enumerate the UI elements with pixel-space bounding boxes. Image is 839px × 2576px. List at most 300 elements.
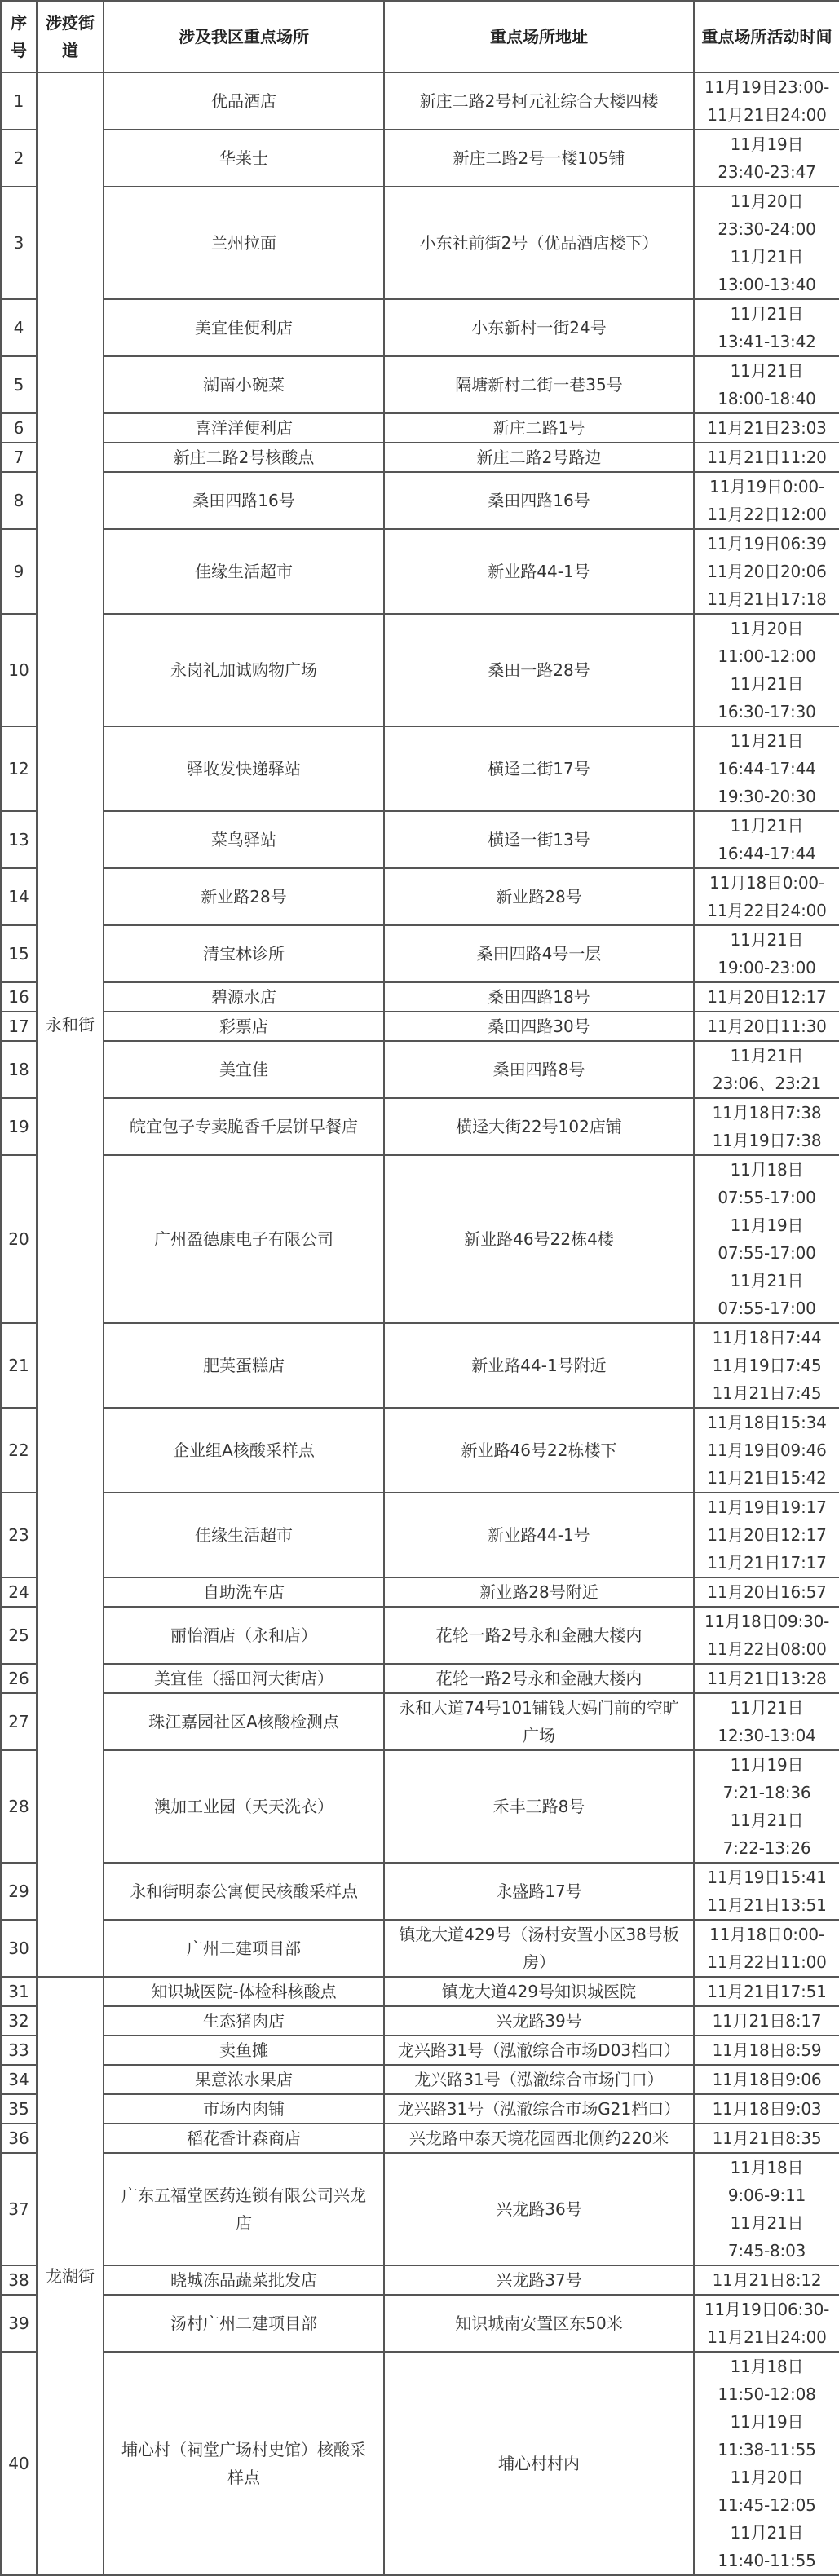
place-address [384,187,694,299]
activity-time [694,614,839,726]
place-name-text: 卖鱼摊 [219,2040,268,2060]
activity-time-text: 11月19日23:00- 11月21日24:00 [704,77,830,125]
place-address [384,726,694,811]
activity-time-text: 11月18日 07:55-17:00 11月19日 07:55-17:00 11月21日 07:55-17:00 [718,1160,816,1318]
place-address [384,1920,694,1977]
activity-time [694,2094,839,2124]
place-name-text: 佳缘生活超市 [195,1525,293,1545]
place-address-text: 新业路28号 [496,887,582,906]
row-number-text: 16 [8,987,29,1007]
place-name [104,443,384,472]
table-row [1,1664,839,1693]
row-number-text: 40 [8,2454,29,2473]
table-row [1,2265,839,2295]
row-number [1,2006,37,2036]
activity-time-text: 11月21日11:20 [707,448,827,467]
row-number-text: 39 [8,2314,29,2333]
row-number-text: 2 [13,148,24,168]
row-number [1,1693,37,1750]
activity-time-text: 11月19日06:30- 11月21日24:00 [704,2300,830,2347]
activity-time [694,1863,839,1920]
row-number-text: 33 [8,2040,29,2060]
row-number [1,2153,37,2265]
table-row [1,811,839,868]
row-number-text: 27 [8,1712,29,1731]
row-number [1,1664,37,1693]
place-name [104,2124,384,2153]
activity-time-text: 11月19日 7:21-18:36 11月21日 7:22-13:26 [722,1755,811,1858]
place-address [384,1977,694,2006]
table-row [1,1750,839,1863]
place-address-text: 永盛路17号 [496,1881,582,1901]
place-name [104,2265,384,2295]
place-address [384,1408,694,1493]
place-address-text: 桑田四路16号 [488,491,590,510]
table-row [1,356,839,413]
table-row [1,2153,839,2265]
place-address [384,925,694,982]
row-number-text: 9 [13,562,24,581]
row-number [1,1323,37,1408]
activity-time-text: 11月18日0:00- 11月22日24:00 [707,873,827,920]
place-address [384,982,694,1012]
place-address-text: 新业路44-1号附近 [471,1356,607,1375]
activity-time [694,868,839,925]
row-number [1,1098,37,1155]
table-row [1,1323,839,1408]
place-name-text: 广东五福堂医药连锁有限公司兴龙 店 [121,2186,366,2233]
place-address [384,1012,694,1041]
place-address [384,2352,694,2575]
row-number-text: 15 [8,944,29,964]
place-name [104,1693,384,1750]
row-number [1,1920,37,1977]
row-number [1,2036,37,2065]
header-time: 重点场所活动时间 [694,1,839,73]
row-number [1,299,37,356]
place-name-text: 佳缘生活超市 [195,562,293,581]
activity-time [694,130,839,187]
place-address-text: 镇龙大道429号知识城医院 [441,1982,637,2001]
row-number [1,614,37,726]
row-number-text: 36 [8,2128,29,2148]
row-number [1,1012,37,1041]
activity-time-text: 11月21日 16:44-17:44 [718,816,816,863]
place-name-text: 桑田四路16号 [192,491,295,510]
row-number-text: 35 [8,2099,29,2119]
activity-time-text: 11月19日 23:40-23:47 [718,135,816,182]
activity-time-text: 11月18日 11:50-12:08 11月19日 11:38-11:55 11月20日 11:45-12:05 11月21日 11:40-11:55 [718,2357,816,2570]
place-address [384,614,694,726]
street-name-text: 龙湖街 [46,2266,95,2286]
place-name [104,472,384,529]
activity-time [694,413,839,443]
row-number-text: 17 [8,1017,29,1036]
row-number-text: 4 [13,318,24,337]
place-address-text: 新业路46号22栋楼下 [461,1440,617,1460]
activity-time [694,299,839,356]
activity-time-text: 11月21日 18:00-18:40 [718,361,816,408]
place-name-text: 美宜佳 [219,1060,268,1079]
table-row [1,1920,839,1977]
place-address-text: 桑田四路30号 [488,1017,590,1036]
place-name-text: 生态猪肉店 [203,2011,285,2031]
place-name-text: 碧源水店 [211,987,276,1007]
activity-time-text: 11月18日 9:06-9:11 11月21日 7:45-8:03 [727,2158,806,2261]
row-number-text: 21 [8,1356,29,1375]
place-address [384,2124,694,2153]
table-row [1,1493,839,1577]
activity-time [694,925,839,982]
table-row [1,529,839,614]
activity-time-text: 11月19日15:41 11月21日13:51 [707,1868,827,1915]
place-name [104,2295,384,2352]
place-name-text: 知识城医院-体检科核酸点 [151,1982,337,2001]
table-row [1,1098,839,1155]
row-number [1,2265,37,2295]
activity-time [694,187,839,299]
row-number-text: 1 [13,91,24,111]
place-address [384,413,694,443]
activity-time [694,1012,839,1041]
activity-time [694,1920,839,1977]
activity-time-text: 11月19日06:39 11月20日20:06 11月21日17:18 [707,534,827,609]
table-row [1,1693,839,1750]
activity-time-text: 11月18日7:38 11月19日7:38 [712,1103,822,1150]
place-name [104,1012,384,1041]
place-name [104,614,384,726]
activity-time-text: 11月21日17:51 [707,1982,827,2001]
row-number [1,726,37,811]
activity-time-text: 11月20日 23:30-24:00 11月21日 13:00-13:40 [718,192,816,294]
row-number-text: 32 [8,2011,29,2031]
table-row [1,130,839,187]
place-name [104,1607,384,1664]
row-number [1,2352,37,2575]
place-name [104,1493,384,1577]
place-name-text: 新业路28号 [201,887,287,906]
place-name-text: 澳加工业园（天天洗衣） [154,1797,333,1816]
row-number [1,982,37,1012]
table-row [1,1577,839,1607]
table-row [1,868,839,925]
row-number [1,1493,37,1577]
place-name [104,726,384,811]
place-address [384,2036,694,2065]
place-address [384,356,694,413]
row-number-text: 28 [8,1797,29,1816]
place-name-text: 清宝林诊所 [203,944,285,964]
place-name-text: 永岗礼加诚购物广场 [170,660,317,680]
row-number [1,1863,37,1920]
place-address-text: 桑田四路4号一层 [476,944,602,964]
place-address-text: 新业路44-1号 [488,562,590,581]
place-address-text: 小东社前街2号（优品酒店楼下） [419,233,659,253]
row-number [1,1607,37,1664]
place-address [384,2006,694,2036]
row-number-text: 12 [8,759,29,779]
place-address-text: 新业路28号附近 [479,1582,598,1602]
place-address-text: 龙兴路31号（泓澈综合市场门口） [414,2070,664,2089]
place-name-text: 永和街明泰公寓便民核酸采样点 [130,1881,358,1901]
activity-time-text: 11月20日 11:00-12:00 11月21日 16:30-17:30 [718,619,816,721]
row-number [1,472,37,529]
header-street: 涉疫街道 [37,1,104,73]
table-row [1,1155,839,1323]
activity-time [694,356,839,413]
place-address [384,1577,694,1607]
place-address-text: 横迳大街22号102店铺 [456,1117,622,1136]
activity-time-text: 11月21日8:17 [712,2011,822,2031]
place-address [384,2065,694,2094]
header-address: 重点场所地址 [384,1,694,73]
row-number-text: 19 [8,1117,29,1136]
place-address-text: 新业路44-1号 [488,1525,590,1545]
place-name [104,413,384,443]
activity-time [694,2153,839,2265]
place-address [384,1693,694,1750]
place-name-text: 珠江嘉园社区A核酸检测点 [148,1712,339,1731]
activity-time [694,443,839,472]
place-name-text: 埔心村（祠堂广场村史馆）核酸采 样点 [121,2440,366,2487]
place-name [104,1863,384,1920]
place-name [104,1750,384,1863]
table-row [1,472,839,529]
row-number-text: 7 [13,448,24,467]
place-name-text: 新庄二路2号核酸点 [173,448,315,467]
header-row [1,1,839,73]
activity-time [694,2006,839,2036]
place-address [384,1098,694,1155]
place-name-text: 肥英蛋糕店 [203,1356,285,1375]
row-number [1,187,37,299]
row-number [1,925,37,982]
place-address-text: 新庄二路2号柯元社综合大楼四楼 [419,91,659,111]
place-address [384,529,694,614]
place-address-text: 镇龙大道429号（汤村安置小区38号板 房） [399,1925,679,1972]
place-name [104,1041,384,1098]
activity-time-text: 11月21日 12:30-13:04 [718,1698,816,1745]
place-address [384,472,694,529]
activity-time [694,2065,839,2094]
place-address-text: 兴龙路39号 [496,2011,582,2031]
activity-time [694,2036,839,2065]
table-row [1,1863,839,1920]
row-number-text: 6 [13,418,24,438]
activity-time-text: 11月18日7:44 11月19日7:45 11月21日7:45 [712,1328,822,1403]
place-name [104,982,384,1012]
place-name-text: 优品酒店 [211,91,276,111]
place-name [104,187,384,299]
activity-time-text: 11月19日19:17 11月20日12:17 11月21日17:17 [707,1498,827,1573]
place-address [384,2153,694,2265]
activity-time [694,1977,839,2006]
place-name [104,1977,384,2006]
table-row [1,1408,839,1493]
place-address [384,868,694,925]
table-row [1,1977,839,2006]
place-address-text: 花轮一路2号永和金融大楼内 [435,1669,642,1688]
row-number [1,1577,37,1607]
row-number-text: 30 [8,1939,29,1958]
place-name [104,868,384,925]
place-address [384,811,694,868]
place-address-text: 花轮一路2号永和金融大楼内 [435,1625,642,1645]
table-row [1,982,839,1012]
place-address-text: 兴龙路36号 [496,2199,582,2219]
place-name [104,2065,384,2094]
activity-time-text: 11月21日 16:44-17:44 19:30-20:30 [718,731,816,806]
row-number-text: 13 [8,830,29,849]
place-address-text: 新庄二路2号路边 [476,448,602,467]
activity-time [694,1577,839,1607]
place-address [384,1863,694,1920]
activity-time [694,2265,839,2295]
activity-time [694,2352,839,2575]
row-number [1,1041,37,1098]
activity-time-text: 11月18日0:00- 11月22日11:00 [707,1925,827,1972]
table-row [1,2124,839,2153]
street-name [37,1977,104,2575]
place-name-text: 广州盈德康电子有限公司 [154,1229,333,1249]
row-number [1,73,37,130]
place-address-text: 小东新村一街24号 [471,318,607,337]
row-number-text: 20 [8,1229,29,1249]
place-name [104,2153,384,2265]
table-row [1,413,839,443]
activity-time [694,1323,839,1408]
row-number-text: 18 [8,1060,29,1079]
row-number-text: 25 [8,1625,29,1645]
place-name-text: 广州二建项目部 [187,1939,301,1958]
place-name-text: 喜洋洋便利店 [195,418,293,438]
table-row [1,187,839,299]
activity-time-text: 11月18日9:06 [712,2070,822,2089]
place-name-text: 湖南小碗菜 [203,375,285,395]
activity-time [694,2295,839,2352]
place-name-text: 美宜佳便利店 [195,318,293,337]
table-row [1,299,839,356]
row-number-text: 38 [8,2270,29,2290]
row-number-text: 24 [8,1582,29,1602]
row-number [1,1750,37,1863]
table-row [1,2094,839,2124]
place-address [384,2265,694,2295]
place-address-text: 横迳一街13号 [488,830,590,849]
table-row [1,2065,839,2094]
place-address [384,1155,694,1323]
row-number-text: 29 [8,1881,29,1901]
place-address-text: 埔心村村内 [498,2454,580,2473]
place-address-text: 兴龙路中泰天境花园西北侧约220米 [408,2128,669,2148]
table-row [1,1012,839,1041]
table-row [1,726,839,811]
place-name [104,2094,384,2124]
place-name-text: 丽怡酒店（永和店） [170,1625,317,1645]
row-number-text: 22 [8,1440,29,1460]
table-row [1,1607,839,1664]
place-name-text: 兰州拉面 [211,233,276,253]
activity-time-text: 11月21日 19:00-23:00 [718,930,816,977]
place-address-text: 桑田四路8号 [492,1060,585,1079]
place-address [384,2094,694,2124]
place-name-text: 市场内肉铺 [203,2099,285,2119]
place-address [384,299,694,356]
place-name [104,1577,384,1607]
activity-time [694,1664,839,1693]
place-name [104,1920,384,1977]
row-number-text: 10 [8,660,29,680]
row-number-text: 23 [8,1525,29,1545]
place-address-text: 隔塘新村二街一巷35号 [455,375,623,395]
place-name [104,1323,384,1408]
activity-time-text: 11月21日 23:06、23:21 [712,1046,822,1093]
place-name [104,1664,384,1693]
place-address [384,73,694,130]
row-number [1,2065,37,2094]
activity-time-text: 11月21日13:28 [707,1669,827,1688]
place-address-text: 龙兴路31号（泓澈综合市场G21档口） [397,2099,681,2119]
header-place: 涉及我区重点场所 [104,1,384,73]
activity-time [694,1408,839,1493]
place-address [384,2295,694,2352]
activity-time-text: 11月20日11:30 [707,1017,827,1036]
table-row [1,1041,839,1098]
activity-time-text: 11月20日12:17 [707,987,827,1007]
place-name [104,356,384,413]
activity-time [694,529,839,614]
place-address [384,1493,694,1577]
place-name [104,2352,384,2575]
activity-time [694,2124,839,2153]
table-row [1,443,839,472]
place-name [104,1098,384,1155]
row-number-text: 31 [8,1982,29,2001]
place-name [104,2006,384,2036]
place-name-text: 自助洗车店 [203,1582,285,1602]
activity-time-text: 11月21日 13:41-13:42 [718,304,816,351]
place-address [384,1323,694,1408]
place-name [104,130,384,187]
activity-time-text: 11月20日16:57 [707,1582,827,1602]
place-name-text: 皖宜包子专卖脆香千层饼早餐店 [130,1117,358,1136]
table-row [1,2006,839,2036]
place-name [104,1408,384,1493]
activity-time-text: 11月18日8:59 [712,2040,822,2060]
row-number-text: 3 [13,233,24,253]
place-address-text: 横迳二街17号 [488,759,590,779]
activity-time [694,1155,839,1323]
place-address-text: 知识城南安置区东50米 [455,2314,623,2333]
row-number-text: 8 [13,491,24,510]
place-address-text: 桑田四路18号 [488,987,590,1007]
place-name [104,73,384,130]
row-number [1,356,37,413]
row-number [1,1408,37,1493]
activity-time [694,726,839,811]
place-name-text: 菜鸟驿站 [211,830,276,849]
table-row [1,925,839,982]
place-name-text: 稻花香计森商店 [187,2128,301,2148]
activity-time-text: 11月18日15:34 11月19日09:46 11月21日15:42 [707,1413,827,1488]
header-no: 序号 [1,1,37,73]
row-number [1,1155,37,1323]
place-address [384,130,694,187]
row-number-text: 26 [8,1669,29,1688]
row-number [1,413,37,443]
row-number [1,1977,37,2006]
place-name [104,925,384,982]
